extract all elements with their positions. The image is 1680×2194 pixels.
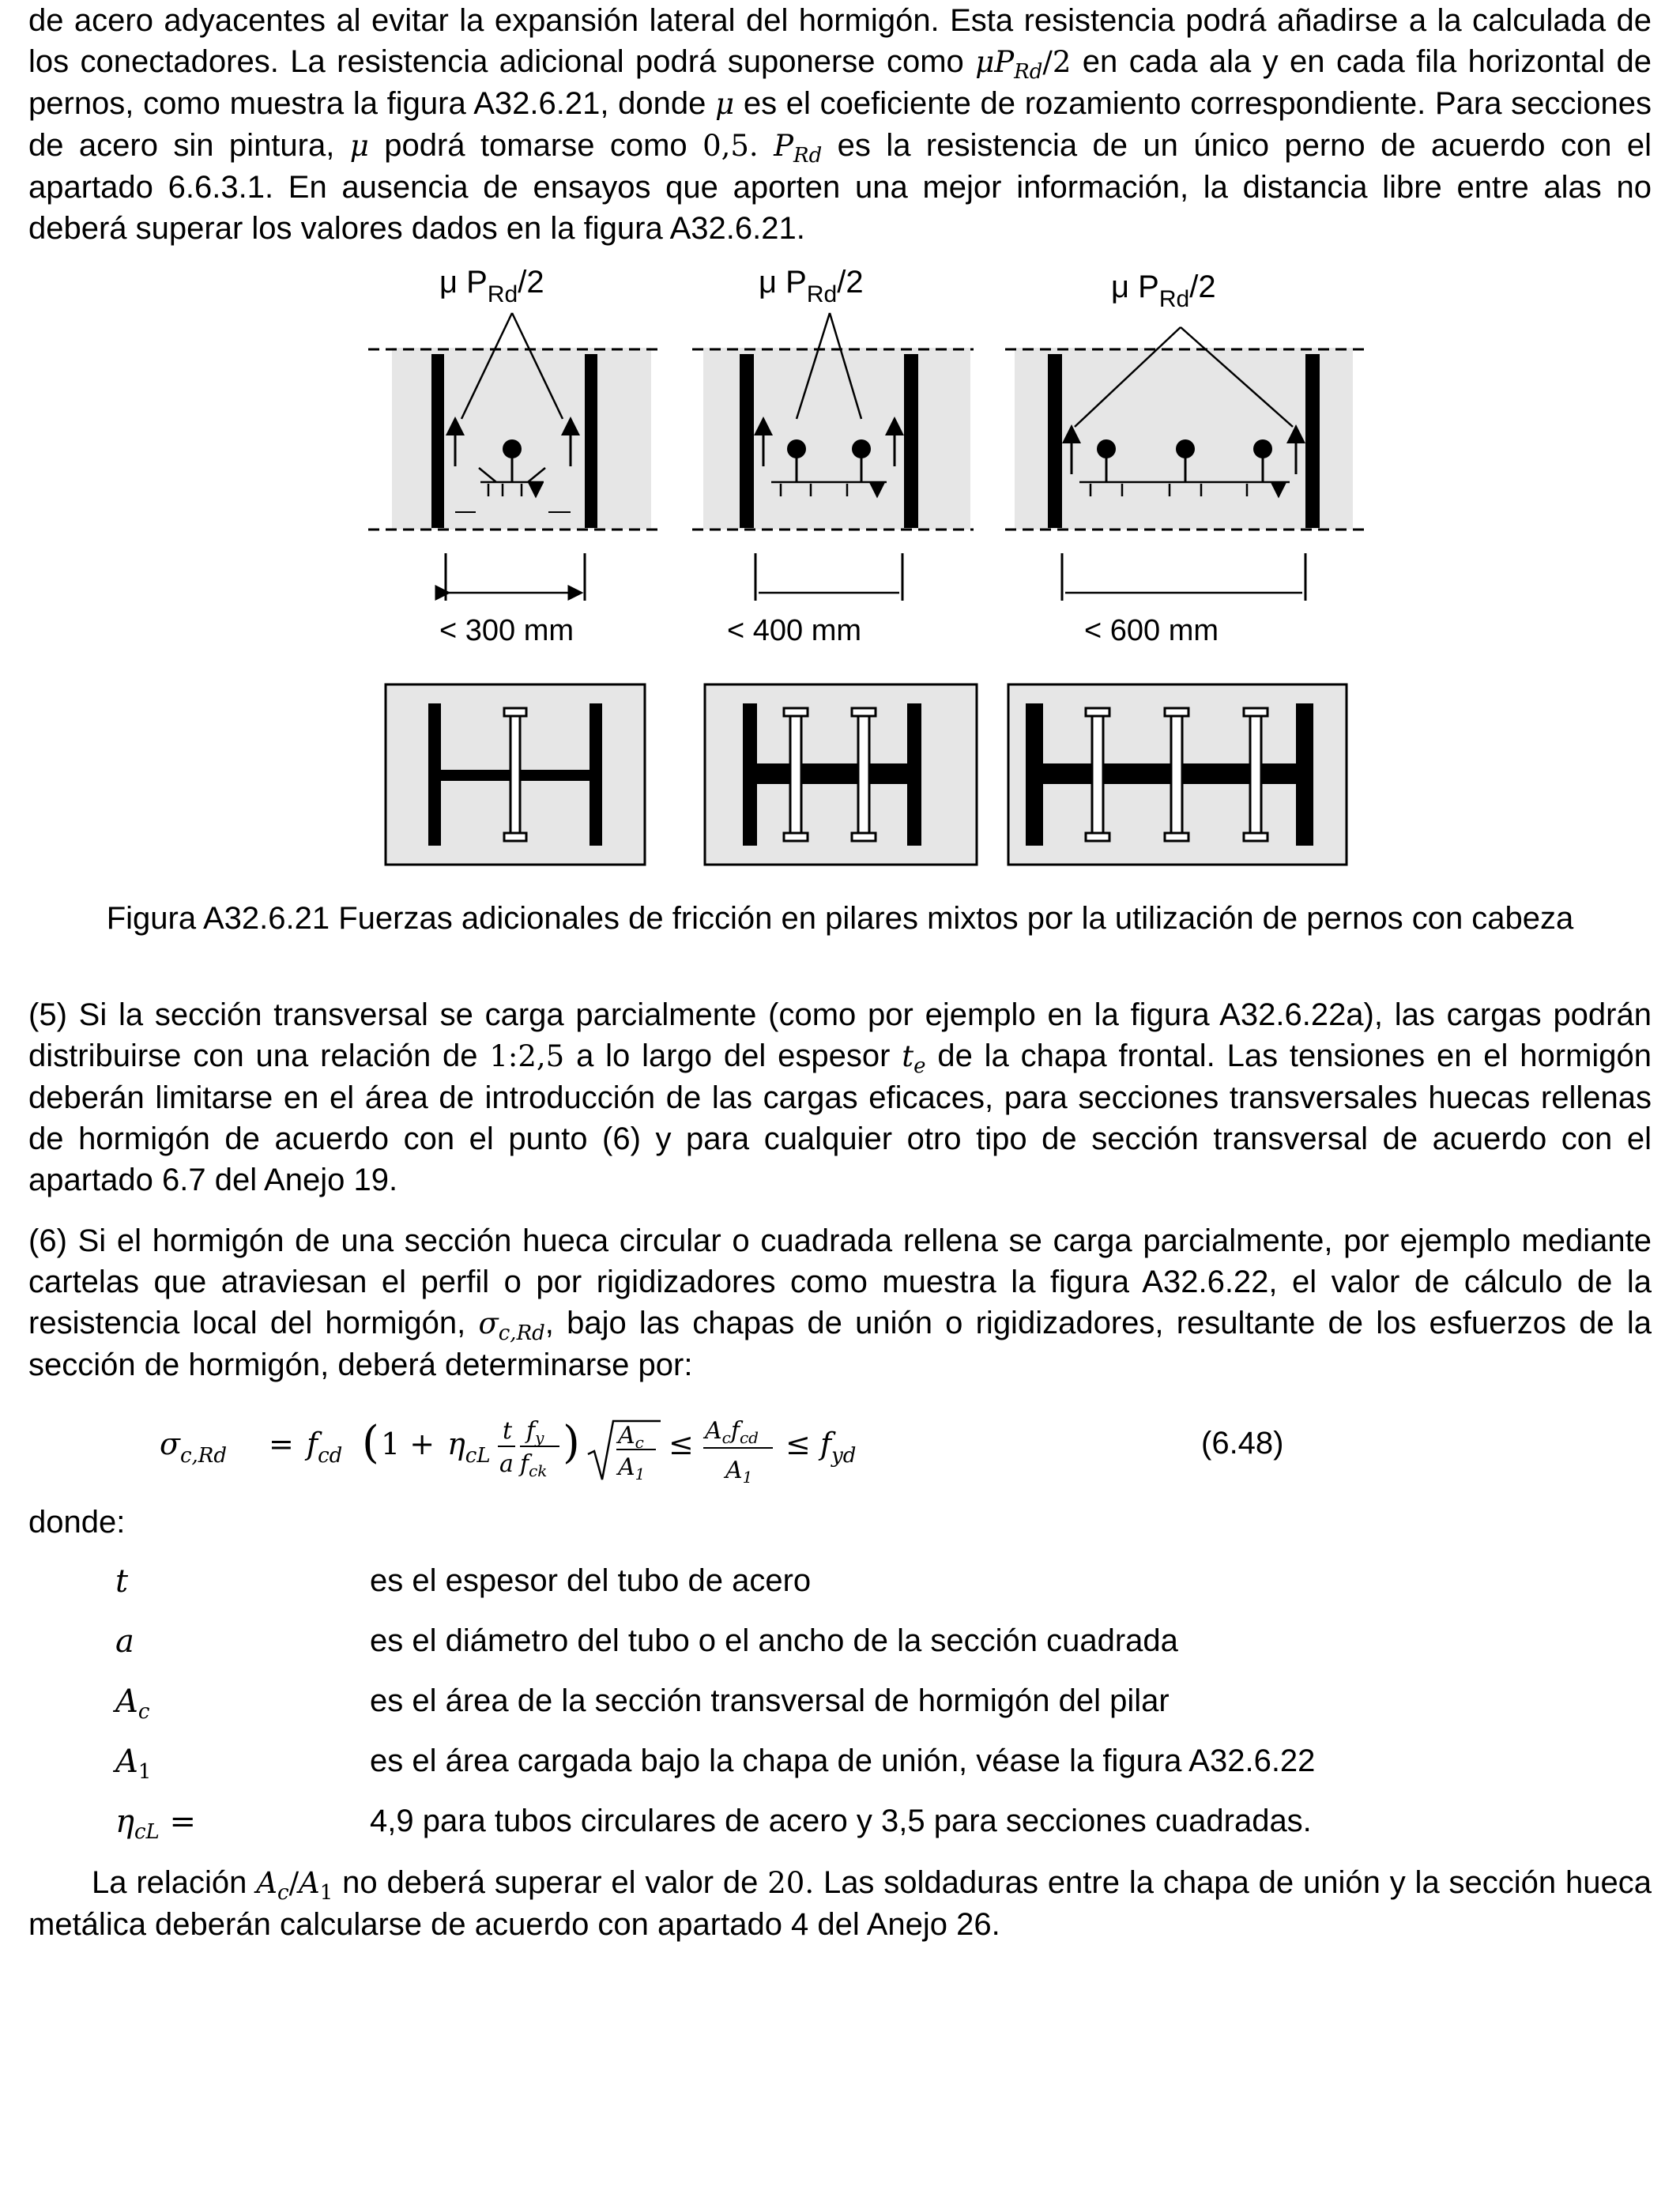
eq-fcd: $f_{cd}$: [307, 1427, 343, 1468]
eq-fy: $f_y$: [526, 1417, 544, 1447]
paragraph-6: (6) Si el hormigón de una sección hueca circular o cuadrada rellena se carga parcialmente, por ejemplo mediante cartelas que atraviesan el perfil o por rigidizadores como muestra la figura A32.6.22, el valor de cálculo de la resistencia local del hormigón, $\sigma_{c,Rd}$, bajo las chapas de unión o rigidizadores, resultante de los esfuerzos de la sección de hormigón, deberá determinarse por:: [28, 1223, 1652, 1382]
definition-a: a es el diámetro del tubo o el ancho de la sección cuadrada: [115, 1623, 1178, 1660]
force-label-2: μ $P_{Rd}/2$: [759, 265, 864, 307]
final-paragraph: La relación $A_c/A_1$ no deberá superar el valor de 20. Las soldaduras entre la chapa de unión y la sección hueca metálica deberán calcularse de acuerdo con apartado 4 del Anejo 26.: [28, 1865, 1652, 1942]
definition-ac: $A_c$ es el área de la sección transversal de hormigón del pilar: [115, 1683, 1170, 1724]
eq-paren-close: ): [563, 1417, 580, 1468]
dimension-label-2: < 400 mm: [727, 614, 862, 647]
plan-view-3: [1008, 684, 1347, 865]
force-labels: [439, 265, 1216, 312]
figure-a32-6-21: [28, 261, 1652, 877]
eq-fyd: $f_{yd}$: [820, 1427, 857, 1468]
eq-paren-open: (: [362, 1417, 379, 1468]
paragraph-5: (5) Si la sección transversal se carga parcialmente (como por ejemplo en la figura A32.6.22a), las cargas podrán distribuirse con una relación de 1:2,5 a lo largo del espesor $t_e$ de la chapa frontal. Las tensiones en el hormigón deberán limitarse en el área de introducción de las cargas eficaces, para secciones transversales huecas rellenas de hormigón de acuerdo con el punto (6) y para cualquier otro tipo de sección transversal de acuerdo con el apartado 6.7 del Anejo 19.: [28, 997, 1652, 1197]
eq-t: t: [503, 1417, 513, 1445]
equation-number: (6.48): [1201, 1426, 1284, 1461]
plan-view-1: [386, 684, 645, 865]
donde-label: donde:: [28, 1505, 126, 1540]
force-label-3: μ $P_{Rd}/2$: [1111, 270, 1216, 312]
elevation-panel-1: [368, 313, 661, 530]
eq-equals: =: [269, 1427, 294, 1461]
eq-a: a: [499, 1450, 514, 1478]
definition-eta: $\eta_{cL}$ = 4,9 para tubos circulares de acero y 3,5 para secciones cuadradas.: [115, 1804, 1312, 1844]
eq-a1: $A_1$: [618, 1453, 646, 1483]
eq-lhs: $\sigma_{c,Rd}$: [160, 1427, 227, 1468]
eq-le-1: ≤: [669, 1427, 694, 1461]
dimension-label-3: < 600 mm: [1084, 614, 1219, 647]
definition-t: t es el espesor del tubo de acero: [115, 1563, 812, 1600]
intro-paragraph: de acero adyacentes al evitar la expansión lateral del hormigón. Esta resistencia podrá añadirse a la calculada de los conectadores. La resistencia adicional podrá suponerse como $\mu P_{Rd}/2$ en cada ala y en cada fila horizontal de pernos, como muestra la figura A32.6.21, donde μ es el coeficiente de rozamiento correspondiente. Para secciones de acero sin pintura, μ podrá tomarse como 0,5. $P_{Rd}$ es la resistencia de un único perno de acuerdo con el apartado 6.6.3.1. En ausencia de ensayos que aporten una mejor información, la distancia libre entre alas no deberá superar los valores dados en la figura A32.6.21.: [28, 3, 1652, 246]
plan-view-2: [705, 684, 977, 865]
eq-a1-den: $A_1$: [725, 1457, 753, 1487]
force-label-1: μ $P_{Rd}/2$: [439, 265, 544, 307]
dimension-labels: [439, 614, 1219, 647]
eq-le-2: ≤: [785, 1427, 811, 1461]
dimension-lines: [446, 553, 1305, 601]
eq-acfcd: $A_cf_{cd}$: [705, 1417, 759, 1447]
definition-a1: $A_1$ es el área cargada bajo la chapa de unión, véase la figura A32.6.22: [115, 1744, 1316, 1784]
eq-eta: $\eta_{cL}$: [447, 1427, 491, 1468]
figure-caption: Figura A32.6.21 Fuerzas adicionales de fricción en pilares mixtos por la utilización de pernos con cabeza: [106, 901, 1574, 936]
eq-fck: $f_{ck}$: [520, 1450, 548, 1480]
friction-forces-diagram: [28, 261, 1652, 877]
elevation-panel-2: [692, 313, 974, 530]
elevation-panel-3: [1005, 327, 1364, 530]
eq-ac: $A_c$: [618, 1422, 644, 1452]
dimension-label-1: < 300 mm: [439, 614, 574, 647]
eq-one-plus: 1 +: [381, 1427, 435, 1461]
